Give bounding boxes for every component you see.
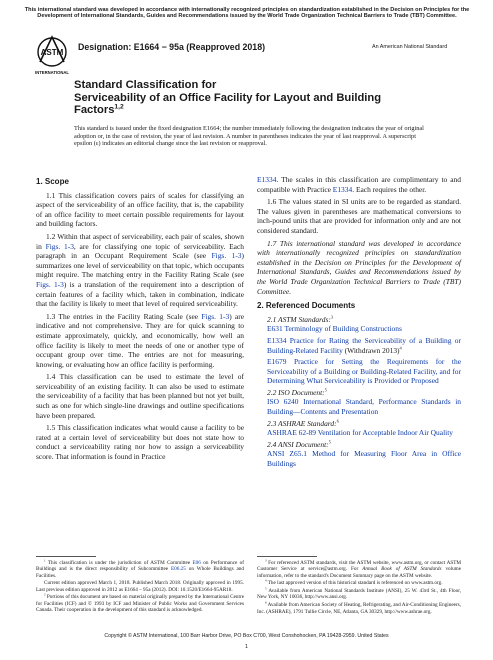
ansi-document-subheading xyxy=(267,440,461,450)
footnote-mark: 2 xyxy=(44,592,46,597)
title-line-2: Serviceability of an Office Facility for Layout and Building xyxy=(74,91,382,104)
reference-code-link[interactable]: ISO 6240 xyxy=(267,397,299,407)
svg-text:INTERNATIONAL: INTERNATIONAL xyxy=(35,70,69,75)
astm-reference-list xyxy=(257,324,461,386)
reference-entry[interactable] xyxy=(267,336,461,355)
para-1-3-text-b: ) are indicative and not comprehensive. They are for quick scanning to estimate approximately, quickly, and economically, how well an office facility is likely to meet the needs of one or another type of occupant group over time. The entries are not for measuring, knowing, or evaluating how an office facility is performing. xyxy=(36,311,244,369)
right-column xyxy=(257,175,461,471)
iso-document-subheading xyxy=(267,388,461,398)
reference-code-link[interactable]: E1679 xyxy=(267,357,287,367)
figs-link[interactable]: Figs. 1-3 xyxy=(36,279,64,289)
footnote-mark: 5 xyxy=(324,387,327,393)
para-1-2-text-d: ) is a translation of the requirement into a description of certain features of a facility which, taken in combination, indicate that the facility is likely to meet that level of required serviceability. xyxy=(36,279,244,309)
reference-title-link[interactable]: International Standard, Performance Standards in Building—Contents and Presentation xyxy=(267,397,462,417)
footnote-1-text-a: This classification is under the jurisdiction of ASTM Committee xyxy=(47,560,193,566)
issued-note: This standard is issued under the fixed designation E1664; the number immediately following the designation indicates the year of original adoption or, in the case of revision, the year of last revision. A number in parentheses indicates the year of last reapproval. A superscript epsilon (ε) indicates an editorial change since the last revision or reapproval. xyxy=(74,125,424,148)
ansi-document-label: 2.4 ANSI Document: xyxy=(267,439,329,449)
reference-title-link[interactable]: Method for Measuring Floor Area in Office Buildings xyxy=(267,449,462,469)
footnote-2-text: Portions of this document are based on material originally prepared by the International Centre for Facilities (ICF) and © 1993 by ICF and Minister of Public Works and Government Services Canada. Their cooperation in the development of this standard is acknowledged. xyxy=(36,594,244,614)
footnote-mark: 5 xyxy=(265,586,267,591)
footnote-1-text-b: on Performance of Buildings and is the direct responsibility of Subcommittee xyxy=(36,560,244,573)
footnote-3-italic: Annual Book of ASTM Standards xyxy=(362,566,442,573)
iso-reference-list xyxy=(257,397,461,416)
para-1-2-text-c: ) summarizes one level of serviceability on that topic, which occupants might require. The matching entry in the Facility Rating Scale (see xyxy=(36,251,244,280)
footnote-mark: 5 xyxy=(328,439,331,445)
astm-international-logo xyxy=(32,34,72,82)
para-1-5-cont-text-b: . Each requires the other. xyxy=(352,184,427,194)
scope-heading: 1. Scope xyxy=(36,177,69,186)
committee-e06-link[interactable]: E06 xyxy=(192,560,201,566)
designation: Designation: E1664 − 95a (Reapproved 2018) xyxy=(78,42,266,52)
footnote-6-text: Available from American Society of Heating, Refrigerating, and Air-Conditioning Engineers, Inc. (ASHRAE), 1791 Tullie Circle, NE, Atlanta, GA 30329, http://www.ashrae.org. xyxy=(257,602,461,615)
e1334-link[interactable]: E1334 xyxy=(332,184,353,194)
astm-standards-label: 2.1 ASTM Standards: xyxy=(267,314,331,324)
para-1-2-text-a: 1.2 Within that aspect of serviceability, each pair of scales, shown in xyxy=(36,231,244,251)
footnote-mark: 6 xyxy=(265,600,267,605)
svg-text:ASTM: ASTM xyxy=(40,48,64,57)
reference-code-link[interactable]: E1334 xyxy=(267,335,287,345)
copyright-footer: Copyright © ASTM International, 100 Barr Harbor Drive, PO Box C700, West Conshohocken, PA 19428-2959. United States xyxy=(104,633,389,639)
reference-entry[interactable] xyxy=(267,357,461,386)
reference-code-link[interactable]: E631 xyxy=(267,324,283,334)
footnote-4-text: The last approved version of this historical standard is referenced on www.astm.org. xyxy=(267,580,443,587)
title-footnote-mark: 1,2 xyxy=(114,103,124,111)
figs-link[interactable]: Figs. 1-3 xyxy=(45,241,74,251)
para-1-2 xyxy=(36,232,244,309)
footnote-1-text-c: on Whole Buildings and Facilities. xyxy=(36,566,244,579)
footnote-rule-left xyxy=(36,556,96,557)
footnote-mark: 1 xyxy=(44,558,46,563)
ashrae-standard-subheading xyxy=(267,419,461,429)
reference-status: (Withdrawn 2013) xyxy=(342,345,400,355)
title-line-3-text: Factors xyxy=(74,104,115,117)
reference-code-link[interactable]: ASHRAE 62-89 xyxy=(267,428,316,438)
ashrae-standard-label: 2.3 ASHRAE Standard: xyxy=(267,418,337,428)
ansi-reference-list xyxy=(257,449,461,468)
title-line-3 xyxy=(74,104,434,117)
referenced-documents-heading: 2. Referenced Documents xyxy=(257,301,356,311)
reference-entry[interactable] xyxy=(267,428,461,438)
footnote-3-text-b: volume information, refer to the standard's Document Summary page on the ASTM website. xyxy=(257,566,462,579)
footnotes-left xyxy=(36,560,244,615)
footnote-5 xyxy=(257,588,461,601)
footnote-4 xyxy=(257,580,461,586)
reference-code-link[interactable]: ANSI Z65.1 xyxy=(267,449,307,459)
para-1-3-text-a: 1.3 The entries in the Facility Rating Scale (see xyxy=(46,311,202,321)
figs-link[interactable]: Figs. 1-3 xyxy=(211,251,242,261)
para-1-3 xyxy=(36,312,244,370)
reference-title-link[interactable]: Ventilation for Acceptable Indoor Air Quality xyxy=(317,428,453,438)
para-1-4: 1.4 This classification can be used to estimate the level of serviceability of an existing facility. It can also be used to estimate the serviceability of a facility that has been planned but not yet built, such as one for which single-line drawings and outline specifications have been prepared. xyxy=(36,372,244,420)
footnote-mark: 3 xyxy=(330,314,334,320)
subcommittee-e06-25-link[interactable]: E06.25 xyxy=(170,566,186,573)
footnote-6 xyxy=(257,602,461,615)
page-number: 1 xyxy=(245,644,248,650)
footnote-mark: 4 xyxy=(265,578,267,583)
wto-notice: This international standard was developed in accordance with internationally recognized principles on standardization established in the Decision on Principles for the Development of International Standards, Guides and Recommendations issued by the World Trade Organization Technical Barriers to Trade (TBT) Committee. xyxy=(24,7,470,20)
reference-entry[interactable] xyxy=(267,449,461,468)
reference-title-link[interactable]: Practice for Rating the Serviceability of a Building or Building-Related Facility xyxy=(267,335,462,355)
footnote-3-text-a: For referenced ASTM standards, visit the ASTM website, www.astm.org, or contact ASTM Customer Service at service@astm.org. For xyxy=(257,560,462,573)
figs-link[interactable]: Figs. 1-3 xyxy=(201,311,230,321)
footnote-mark: 4 xyxy=(399,345,402,351)
footnotes-right xyxy=(257,560,461,616)
footnote-mark: 6 xyxy=(336,418,339,424)
footnote-3 xyxy=(257,560,461,579)
para-1-5-cont-text-a: . The scales in this classification are complimentary to and compatible with Practice xyxy=(257,175,461,194)
para-1-2-text-b: , are for classifying one topic of serviceability. Each paragraph in an Occupant Requirement Scale (see xyxy=(36,241,244,261)
reference-entry[interactable] xyxy=(267,324,461,334)
para-1-7: 1.7 This international standard was developed in accordance with internationally recognized principles on standardization established in the Decision on Principles for the Development of International Standards, Guides and Recommendations issued by the World Trade Organization Technical Barriers to Trade (TBT) Committee. xyxy=(257,238,461,296)
document-title xyxy=(74,79,434,117)
footnote-rule-right xyxy=(257,556,317,557)
ashrae-reference-list xyxy=(257,428,461,438)
footnote-5-text: Available from American National Standards Institute (ANSI), 25 W. 43rd St., 4th Floor, New York, NY 10036, http://www.ansi.org. xyxy=(257,588,462,601)
astm-standards-subheading xyxy=(267,315,461,325)
para-1-1: 1.1 This classification covers pairs of scales for classifying an aspect of the serviceability of an office facility, that is, the capability of an office facility to meet certain possible requirements for layout and building factors. xyxy=(36,190,244,229)
reference-title-link[interactable]: Terminology of Building Constructions xyxy=(284,324,402,334)
title-line-1: Standard Classification for xyxy=(74,79,217,91)
footnote-mark: 3 xyxy=(265,558,267,563)
american-national-standard-label: An American National Standard xyxy=(372,44,448,50)
left-column xyxy=(36,177,244,465)
footnote-1 xyxy=(36,560,244,579)
para-1-6: 1.6 The values stated in SI units are to be regarded as standard. The values given in parentheses are mathematical conversions to inch-pound units that are provided for information only and are not considered standard. xyxy=(257,197,461,235)
para-1-5-continued xyxy=(257,175,461,194)
reference-title-link[interactable]: Practice for Setting the Requirements for the Serviceability of a Building or Building-Related Facility, and for Determining What Serviceability is Provided or Proposed xyxy=(267,357,461,386)
reference-entry[interactable] xyxy=(267,397,461,416)
footnote-1-edition: Current edition approved March 1, 2018. Published March 2018. Originally approved in 1995. Last previous edition approved in 2012 as E1664 – 95a (2012). DOI: 10.1520/E1664-95AR18. xyxy=(36,580,244,593)
iso-document-label: 2.2 ISO Document: xyxy=(267,387,325,397)
e1334-link[interactable]: E1334 xyxy=(257,175,277,184)
footnote-2 xyxy=(36,594,244,613)
para-1-5: 1.5 This classification indicates what would cause a facility to be rated at a certain level of serviceability but does not state how to conduct a serviceability rating nor how to assign a serviceability score. That information is found in Practice xyxy=(36,423,244,462)
